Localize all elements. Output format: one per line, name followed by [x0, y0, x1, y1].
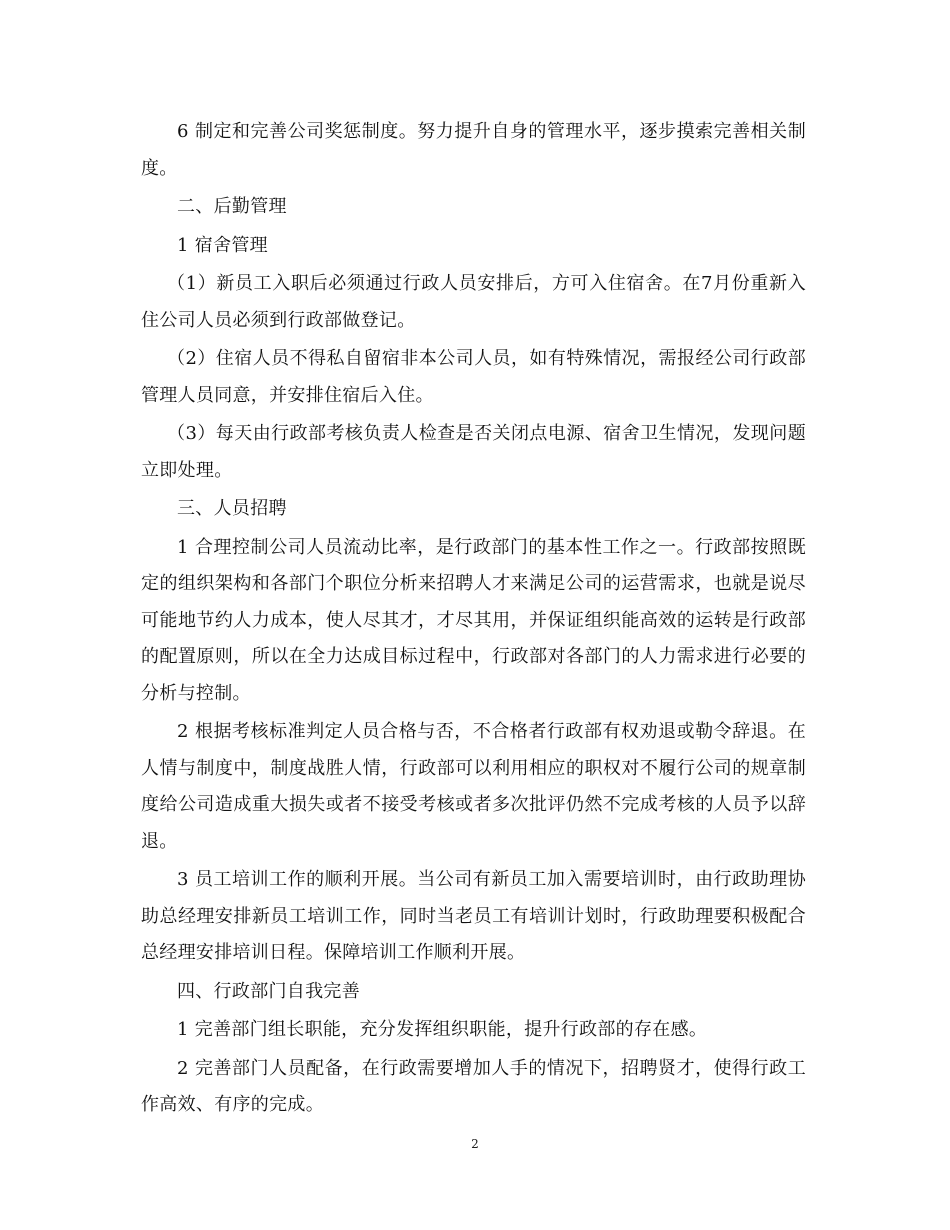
section-heading-logistics: 二、后勤管理 — [177, 196, 287, 217]
paragraph-dorm-rule-2: （2）住宿人员不得私自留宿非本公司人员，如有特殊情况，需报经公司行政部管理人员同意，并安排住宿后入住。 — [141, 348, 806, 406]
subheading-dormitory: 1 宿舍管理 — [177, 234, 268, 256]
section-heading-recruitment: 三、人员招聘 — [177, 498, 287, 519]
paragraph-dorm-rule-1: （1）新员工入职后必须通过行政人员安排后，方可入住宿舍。在7月份重新入住公司人员必须到行政部做登记。 — [141, 273, 806, 331]
paragraph-reward-system: 6 制定和完善公司奖惩制度。努力提升自身的管理水平，逐步摸索完善相关制度。 — [141, 121, 806, 179]
page-number: 2 — [471, 1137, 479, 1151]
paragraph-improvement-2: 2 完善部门人员配备，在行政需要增加人手的情况下，招聘贤才，使得行政工作高效、有序的完成。 — [141, 1057, 806, 1115]
paragraph-recruitment-1: 1 合理控制公司人员流动比率，是行政部门的基本性工作之一。行政部按照既定的组织架构和各部门个职位分析来招聘人才来满足公司的运营需求，也就是说尽可能地节约人力成本，使人尽其才，才尽其用，并保证组织能高效的运转是行政部的配置原则，所以在全力达成目标过程中，行政部对各部门的人力需求进行必要的分析与控制。 — [141, 536, 806, 704]
paragraph-dorm-rule-3: （3）每天由行政部考核负责人检查是否关闭点电源、宿舍卫生情况，发现问题立即处理。 — [141, 423, 806, 481]
document-body — [141, 114, 806, 1126]
paragraph-recruitment-3: 3 员工培训工作的顺利开展。当公司有新员工加入需要培训时，由行政助理协助总经理安排新员工培训工作，同时当老员工有培训计划时，行政助理要积极配合总经理安排培训日程。保障培训工作顺利开展。 — [141, 869, 806, 963]
paragraph-improvement-1: 1 完善部门组长职能，充分发挥组织职能，提升行政部的存在感。 — [177, 1019, 708, 1040]
paragraph-recruitment-2: 2 根据考核标准判定人员合格与否，不合格者行政部有权劝退或勒令辞退。在人情与制度中，制度战胜人情，行政部可以利用相应的职权对不履行公司的规章制度给公司造成重大损失或者不接受考核或者多次批评仍然不完成考核的人员予以辞退。 — [141, 721, 806, 852]
section-heading-self-improvement: 四、行政部门自我完善 — [177, 980, 360, 1002]
